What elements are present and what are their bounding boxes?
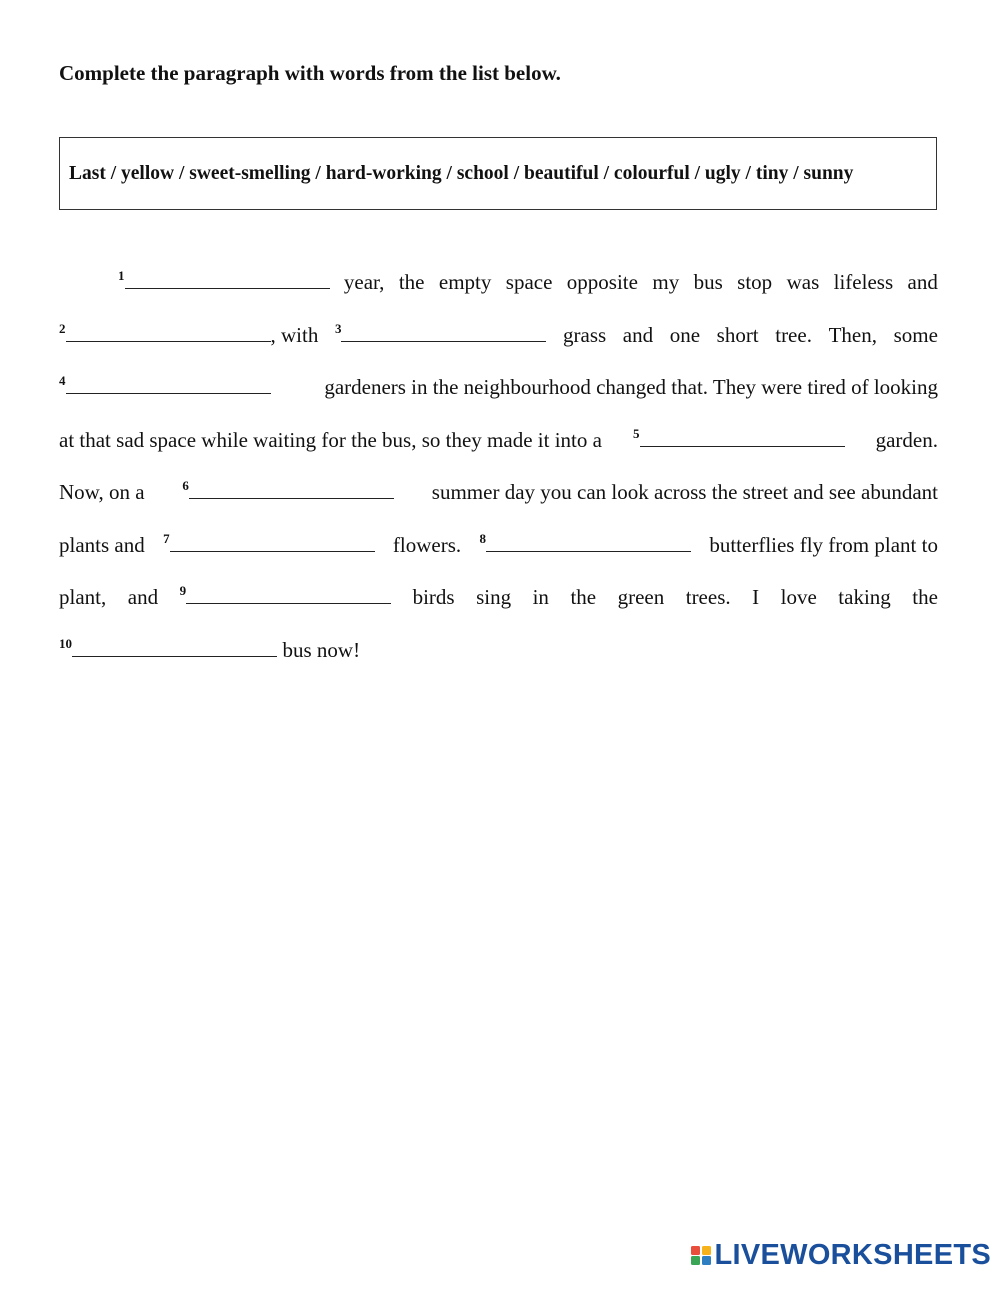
- text-run: butterflies fly from plant to: [709, 532, 938, 557]
- word: grass: [563, 322, 607, 347]
- text-run: plants and: [59, 532, 145, 557]
- word: I: [752, 585, 760, 609]
- blank-number: 2: [59, 320, 66, 336]
- text-run: Now, on a: [59, 480, 145, 504]
- paragraph-line-6: [59, 518, 938, 571]
- blank-3[interactable]: [335, 308, 547, 356]
- answer-line[interactable]: [72, 638, 277, 657]
- text-run: at that sad space while waiting for the bus, so they made it into a: [59, 427, 602, 452]
- logo-text: LIVEWORKSHEETS: [714, 1239, 991, 1271]
- word: space: [505, 270, 553, 294]
- answer-line[interactable]: [189, 480, 394, 499]
- blank-number: 1: [118, 268, 125, 283]
- word: my: [652, 270, 680, 294]
- paragraph-line-3: [59, 360, 938, 413]
- word: some: [893, 322, 938, 347]
- blank-number: 3: [334, 320, 342, 336]
- blank-number: 5: [633, 425, 640, 441]
- text-run: bus now!: [282, 637, 361, 662]
- word: Then,: [828, 322, 877, 347]
- logo-square-l: [691, 1246, 700, 1255]
- word: , with: [270, 322, 319, 347]
- word: tree.: [775, 322, 812, 347]
- logo-square-e: [702, 1256, 711, 1265]
- word: the: [912, 585, 938, 609]
- word: one: [669, 322, 701, 347]
- word: trees.: [685, 585, 731, 609]
- blank-4[interactable]: [59, 360, 271, 408]
- word: lifeless: [833, 270, 894, 294]
- blank-9[interactable]: [180, 570, 392, 618]
- word-list-box: [59, 137, 937, 210]
- word: opposite: [566, 270, 638, 294]
- logo-square-i: [702, 1246, 711, 1255]
- answer-line[interactable]: [186, 585, 391, 604]
- word: was: [786, 270, 820, 294]
- word: plant,: [59, 585, 107, 609]
- word: and: [127, 585, 159, 609]
- paragraph-line-8: [59, 623, 938, 676]
- blank-2[interactable]: [59, 308, 318, 356]
- word: short: [716, 322, 759, 347]
- paragraph-line-4: [59, 413, 938, 466]
- answer-line[interactable]: [170, 533, 375, 552]
- word: garden.: [875, 427, 938, 452]
- blank-6[interactable]: [182, 465, 394, 513]
- word: the: [570, 585, 597, 609]
- blank-number: 4: [59, 373, 66, 388]
- paragraph-line-1: [59, 255, 938, 308]
- logo-mark-icon: [691, 1246, 711, 1266]
- answer-line[interactable]: [66, 375, 271, 394]
- word: and: [622, 322, 654, 347]
- word: empty: [438, 270, 492, 294]
- answer-line[interactable]: [486, 533, 691, 552]
- text-run: summer day you can look across the street and see abundant: [431, 480, 938, 504]
- word: sing: [476, 585, 512, 609]
- word: love: [780, 585, 817, 609]
- exercise-paragraph: [59, 255, 938, 675]
- blank-number: 7: [163, 530, 170, 546]
- blank-1[interactable]: [59, 255, 330, 303]
- blank-10[interactable]: [59, 623, 277, 671]
- answer-line[interactable]: [640, 428, 845, 447]
- liveworksheets-logo: [691, 1239, 991, 1272]
- word: flowers.: [392, 532, 462, 557]
- paragraph-line-2: [59, 308, 938, 361]
- logo-square-v: [691, 1256, 700, 1265]
- answer-line[interactable]: [66, 323, 271, 342]
- word: year,: [343, 270, 385, 294]
- word-list: Last / yellow / sweet-smelling / hard-working / school / beautiful / colourful / ugly / tiny / sunny: [69, 162, 854, 184]
- blank-number: 6: [182, 478, 189, 493]
- answer-line[interactable]: [341, 323, 546, 342]
- word: taking: [838, 585, 891, 609]
- word: green: [617, 585, 665, 609]
- blank-number: 8: [479, 530, 486, 546]
- blank-number: 10: [59, 635, 72, 651]
- instruction-heading: Complete the paragraph with words from the list below.: [59, 61, 561, 85]
- word: bus: [693, 270, 723, 294]
- paragraph-line-7: [59, 570, 938, 623]
- blank-number: 9: [179, 583, 187, 598]
- blank-7[interactable]: [163, 518, 375, 566]
- answer-line[interactable]: [125, 270, 330, 289]
- word: the: [398, 270, 425, 294]
- word: and: [907, 270, 938, 294]
- blank-8[interactable]: [480, 518, 692, 566]
- text-run: gardeners in the neighbourhood changed that. They were tired of looking: [324, 375, 938, 399]
- word: stop: [737, 270, 773, 294]
- paragraph-line-5: [59, 465, 938, 518]
- word: birds: [412, 585, 455, 609]
- word: in: [532, 585, 549, 609]
- blank-5[interactable]: [633, 413, 845, 461]
